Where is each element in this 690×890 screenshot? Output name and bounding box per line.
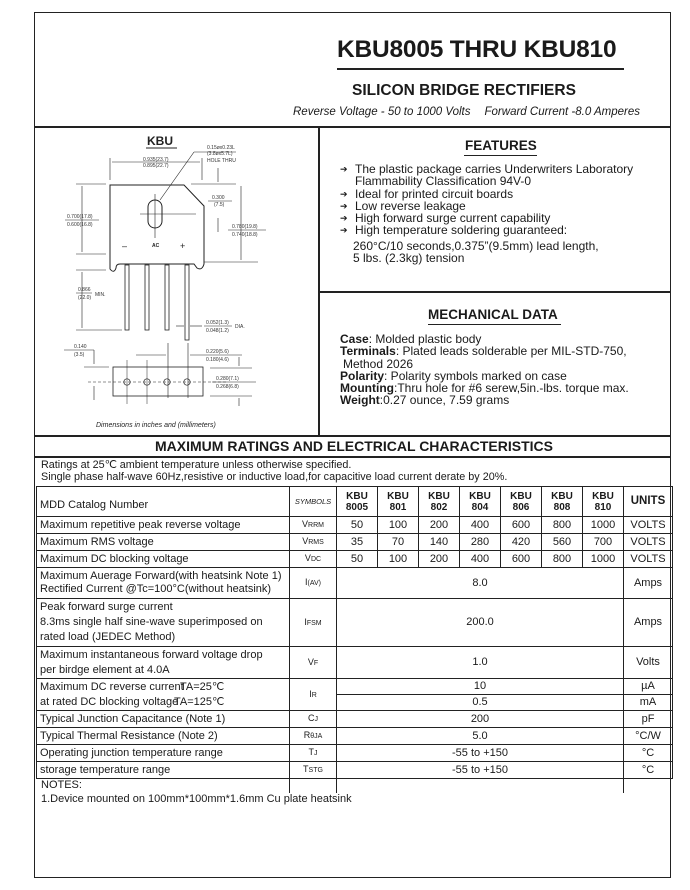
thick-dim-top: 0.280(7.1) (216, 376, 239, 382)
mech-label: Terminals (340, 344, 396, 359)
edge-dim-bottom: (3.5) (74, 352, 85, 358)
feature-text: High forward surge current capability (355, 211, 551, 226)
dia-dim-bottom: 0.048(1.2) (206, 328, 229, 334)
param-label: Maximum instantaneous forward voltage drop per birdge element at 4.0A (37, 647, 290, 679)
ratings-heading: MAXIMUM RATINGS AND ELECTRICAL CHARACTERISTICS (155, 438, 553, 454)
mech-label: Mounting (340, 381, 394, 396)
value-cell: 600 (501, 551, 542, 568)
edge-dim-top: 0.140 (74, 344, 87, 350)
table-row-rth (37, 728, 673, 745)
lead-dim-bottom: (22.0) (78, 295, 92, 301)
note-1: 1.Device mounted on 100mm*100mm*1.6mm Cu plate heatsink (41, 793, 352, 805)
param-label: storage temperature range (37, 762, 290, 779)
feature-text: Low reverse leakage (355, 198, 466, 213)
param-symbol: VRRM (290, 517, 337, 534)
value-cell: 400 (460, 551, 501, 568)
feature-item (340, 224, 633, 236)
width-dim-bottom: 0.895(22.7) (143, 163, 169, 169)
value-cell: 200 (337, 711, 624, 728)
value-cell: 50 (337, 517, 378, 534)
param-symbol: CJ (290, 711, 337, 728)
solder-detail-line1: 260°C/10 seconds,0.375”(9.5mm) lead length, (353, 238, 599, 253)
features-list (340, 163, 633, 264)
arrow-bullet-icon: ➔ (340, 164, 348, 174)
param-label: Maximum DC blocking voltage (37, 551, 290, 568)
value-cell: 8.0 (337, 568, 624, 599)
table-row-ifsm (37, 599, 673, 647)
value-cell: 280 (460, 534, 501, 551)
unit-cell: °C (624, 745, 673, 762)
ratings-title-divider (34, 456, 671, 458)
feature-text: High temperature soldering guaranteed: (355, 223, 568, 238)
value-cell: 200 (419, 517, 460, 534)
hole-thru-label: HOLE THRU (207, 158, 236, 164)
lead-min-label: MIN. (95, 292, 106, 298)
mech-label: Case (340, 332, 369, 346)
param-symbol: TJ (290, 745, 337, 762)
catalog-header: MDD Catalog Number (37, 487, 290, 517)
plus-terminal-mark: + (180, 241, 186, 251)
dia-dim-top: 0.052(1.3) (206, 320, 229, 326)
mechanical-data (340, 333, 629, 407)
value-cell: 50 (337, 551, 378, 568)
features-divider (318, 291, 671, 293)
features-heading: FEATURES (465, 138, 537, 153)
datasheet-subtitle: SILICON BRIDGE RECTIFIERS (352, 82, 576, 99)
param-label: Maximum repetitive peak reverse voltage (37, 517, 290, 534)
minus-terminal-mark: – (122, 241, 128, 251)
unit-cell: °C (624, 762, 673, 779)
param-symbol: I(AV) (290, 568, 337, 599)
mech-value: : Plated leads solderable per MIL-STD-750, (395, 344, 627, 359)
ratings-divider (34, 435, 671, 437)
value-cell: 200.0 (337, 599, 624, 647)
notes-heading: NOTES: (41, 779, 82, 791)
feature-text: Ideal for printed circuit boards (355, 186, 514, 201)
table-row-tj (37, 745, 673, 762)
notes-section (41, 778, 352, 806)
arrow-bullet-icon: ➔ (340, 225, 348, 236)
kbu-outline-drawing (36, 128, 318, 433)
param-symbol: VRMS (290, 534, 337, 551)
value-cell: 420 (501, 534, 542, 551)
pitch-dim-top: 0.220(5.6) (206, 349, 229, 355)
column-divider (318, 126, 320, 436)
spec-summary (293, 106, 640, 118)
value-cell: 1000 (583, 551, 624, 568)
param-label: Maximum RMS voltage (37, 534, 290, 551)
table-row-vrms (37, 534, 673, 551)
value-cell: 100 (378, 551, 419, 568)
solder-detail-line2: 5 lbs. (2.3kg) tension (353, 251, 465, 266)
table-row-tstg (37, 762, 673, 779)
dimensions-caption: Dimensions in inches and (millimeters) (96, 422, 216, 429)
part-header: KBU 810 (583, 487, 624, 517)
param-symbol: IR (290, 679, 337, 711)
unit-cell: pF (624, 711, 673, 728)
value-cell: 1.0 (337, 647, 624, 679)
feature-text: The plastic package carries Underwriters Laboratory (355, 162, 634, 176)
unit-cell: VOLTS (624, 534, 673, 551)
height-dim-top: 0.700(17.8) (67, 214, 93, 220)
features-underline (464, 155, 537, 156)
value-cell: 100 (378, 517, 419, 534)
feature-text: Flammability Classification 94V-0 (355, 174, 532, 189)
mech-value: :0.27 ounce, 7.59 grams (379, 393, 510, 408)
unit-cell: VOLTS (624, 517, 673, 534)
reverse-voltage-spec: Reverse Voltage - 50 to 1000 Volts (293, 106, 471, 118)
value-cell: 1000 (583, 517, 624, 534)
value-cell: 70 (378, 534, 419, 551)
value-cell: 35 (337, 534, 378, 551)
value-cell: 560 (542, 534, 583, 551)
body-dim-bottom: 0.740(18.8) (232, 232, 258, 238)
value-cell: -55 to +150 (337, 745, 624, 762)
part-header: KBU 802 (419, 487, 460, 517)
param-label: Peak forward surge current 8.3ms single half sine-wave superimposed on rated load (JEDEC Method) (37, 599, 290, 647)
title-underline (337, 68, 624, 70)
param-symbol: TSTG (290, 762, 337, 779)
value-cell: 400 (460, 517, 501, 534)
part-header: KBU 801 (378, 487, 419, 517)
param-label: Maximum DC reverse current TA=25℃ at rated DC blocking voltage TA=125℃ (37, 679, 290, 711)
value-cell: 10 (337, 679, 624, 695)
value-cell: 800 (542, 517, 583, 534)
table-row-iav (37, 568, 673, 599)
table-row-vdc (37, 551, 673, 568)
unit-cell: Amps (624, 599, 673, 647)
mech-weight (340, 394, 629, 406)
hole-dim-bottom: (3.8øx5.7L) (207, 151, 233, 157)
package-drawing (36, 128, 318, 433)
unit-cell: Amps (624, 568, 673, 599)
ratings-condition-2: Single phase half-wave 60Hz,resistive or inductive load,for capacitive load current derate by 20%. (41, 471, 508, 483)
dia-label: DIA. (235, 324, 245, 330)
mech-value: :Thru hole for #6 serew,5in.-lbs. torque max. (393, 381, 629, 396)
unit-cell: µA (624, 679, 673, 695)
mech-terminals (340, 345, 629, 357)
mech-value: : Molded plastic body (368, 332, 482, 346)
package-name: KBU (147, 134, 173, 148)
value-cell: 700 (583, 534, 624, 551)
param-label: Typical Junction Capacitance (Note 1) (37, 711, 290, 728)
height-dim-bottom: 0.600(16.8) (67, 222, 93, 228)
param-label: Typical Thermal Resistance (Note 2) (37, 728, 290, 745)
mech-value: : Polarity symbols marked on case (384, 368, 567, 383)
param-symbol: IFSM (290, 599, 337, 647)
ac-terminal-mark: AC (152, 243, 160, 249)
part-header: KBU 808 (542, 487, 583, 517)
value-cell: 140 (419, 534, 460, 551)
value-cell: 800 (542, 551, 583, 568)
value-cell: 200 (419, 551, 460, 568)
value-cell: 0.5 (337, 695, 624, 711)
arrow-bullet-icon: ➔ (340, 188, 348, 199)
unit-cell: °C/W (624, 728, 673, 745)
param-label: Maximum Auerage Forward(with heatsink Note 1) Rectified Current @Tc=100°C(without heatsink) (37, 568, 290, 599)
ratings-conditions (41, 459, 507, 483)
arrow-bullet-icon: ➔ (340, 200, 348, 211)
table-row-vf (37, 647, 673, 679)
param-label: Operating junction temperature range (37, 745, 290, 762)
ratings-table (36, 486, 673, 793)
hole-dim-top: 0.15øx0.23L (207, 145, 235, 151)
value-cell: 600 (501, 517, 542, 534)
ratings-condition-1: Ratings at 25℃ ambient temperature unless otherwise specified. (41, 459, 352, 471)
mech-terminals-cont: Method 2026 (343, 356, 414, 371)
param-symbol: RθJA (290, 728, 337, 745)
table-row-cj (37, 711, 673, 728)
body-dim-top: 0.780(19.8) (232, 224, 258, 230)
part-header: KBU 8005 (337, 487, 378, 517)
param-symbol: VDC (290, 551, 337, 568)
mechanical-underline (428, 324, 561, 325)
width-dim-top: 0.935(23.7) (143, 157, 169, 163)
unit-cell: Volts (624, 647, 673, 679)
table-header-row (37, 487, 673, 517)
thick-dim-bottom: 0.268(6.8) (216, 384, 239, 390)
param-symbol: VF (290, 647, 337, 679)
unit-cell: mA (624, 695, 673, 711)
forward-current-spec: Forward Current -8.0 Amperes (484, 106, 641, 118)
hole-pos-dim-top: 0.300 (212, 195, 225, 201)
unit-cell: VOLTS (624, 551, 673, 568)
value-cell: -55 to +150 (337, 762, 624, 779)
table-row-ir-25 (37, 679, 673, 695)
units-header: UNITS (624, 487, 673, 517)
mechanical-heading: MECHANICAL DATA (428, 307, 558, 322)
pitch-dim-bottom: 0.180(4.6) (206, 357, 229, 363)
mech-label: Polarity (340, 368, 385, 383)
lead-dim-top: 0.866 (78, 287, 91, 293)
hole-pos-dim-bottom: (7.5) (214, 202, 225, 208)
datasheet-title: KBU8005 THRU KBU810 (337, 36, 617, 63)
part-header: KBU 806 (501, 487, 542, 517)
mech-label: Weight (340, 393, 380, 408)
part-header: KBU 804 (460, 487, 501, 517)
arrow-bullet-icon: ➔ (340, 213, 348, 224)
symbols-header: SYMBOLS (290, 487, 337, 517)
table-row-vrrm (37, 517, 673, 534)
value-cell: 5.0 (337, 728, 624, 745)
